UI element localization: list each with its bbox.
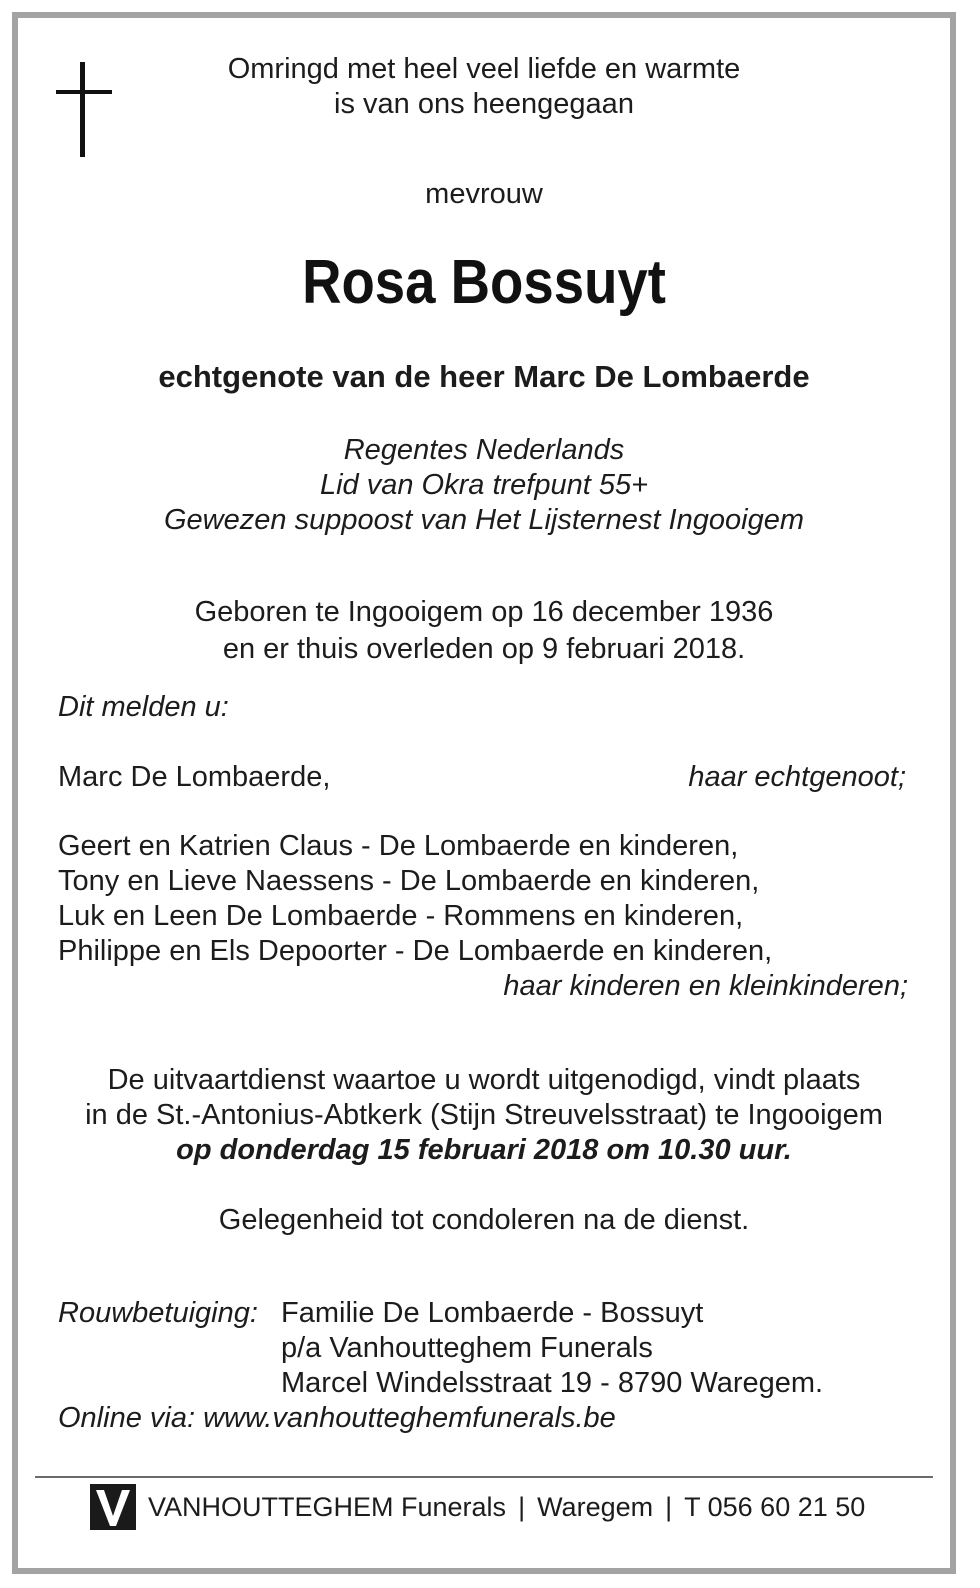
spouse-name: Marc De Lombaerde, [58, 761, 331, 793]
death-line: en er thuis overleden op 9 februari 2018. [222, 633, 746, 665]
title-prefix: mevrouw [425, 178, 543, 210]
vanhoutteghem-logo-icon [90, 1484, 136, 1530]
role-line-3: Gewezen suppoost van Het Lijsternest Ingooigem [164, 504, 804, 536]
service-line-2: in de St.-Antonius-Abtkerk (Stijn Streuvelsstraat) te Ingooigem [85, 1099, 883, 1131]
child-line-1: Geert en Katrien Claus - De Lombaerde en kinderen, [58, 830, 739, 862]
role-line-1: Regentes Nederlands [343, 434, 625, 466]
rouw-label: Rouwbetuiging: [58, 1297, 258, 1329]
service-line-1: De uitvaartdienst waartoe u wordt uitgenodigd, vindt plaats [107, 1064, 861, 1096]
birth-line: Geboren te Ingooigem op 16 december 1936 [194, 596, 774, 628]
service-date: op donderdag 15 februari 2018 om 10.30 uur. [176, 1134, 792, 1166]
role-line-2: Lid van Okra trefpunt 55+ [319, 469, 649, 501]
intro-line-2: is van ons heengegaan [334, 88, 634, 120]
spouse-relation: haar echtgenoot; [688, 761, 906, 793]
child-line-2: Tony en Lieve Naessens - De Lombaerde en kinderen, [58, 865, 760, 897]
announce-line: Dit melden u: [58, 691, 229, 723]
online-line: Online via: www.vanhoutteghemfunerals.be [58, 1402, 616, 1434]
rouw-line-2: p/a Vanhoutteghem Funerals [281, 1332, 653, 1364]
spouse-line: echtgenote van de heer Marc De Lombaerde [158, 359, 810, 394]
footer-divider [35, 1476, 933, 1478]
footer: VANHOUTTEGHEM Funerals | Waregem | T 056 60 21 50 [148, 1492, 866, 1522]
footer-phone: T 056 60 21 50 [684, 1492, 866, 1522]
child-line-4: Philippe en Els Depoorter - De Lombaerde en kinderen, [58, 935, 773, 967]
child-line-3: Luk en Leen De Lombaerde - Rommens en kinderen, [58, 900, 744, 932]
condolence-line: Gelegenheid tot condoleren na de dienst. [218, 1204, 750, 1236]
intro-line-1: Omringd met heel veel liefde en warmte [227, 53, 741, 85]
deceased-name: Rosa Bossuyt [302, 248, 666, 317]
rouw-line-3: Marcel Windelsstraat 19 - 8790 Waregem. [281, 1367, 824, 1399]
footer-city: Waregem [537, 1492, 654, 1522]
children-relation: haar kinderen en kleinkinderen; [503, 970, 908, 1002]
footer-company: VANHOUTTEGHEM Funerals [148, 1492, 507, 1522]
rouw-line-1: Familie De Lombaerde - Bossuyt [281, 1297, 704, 1329]
